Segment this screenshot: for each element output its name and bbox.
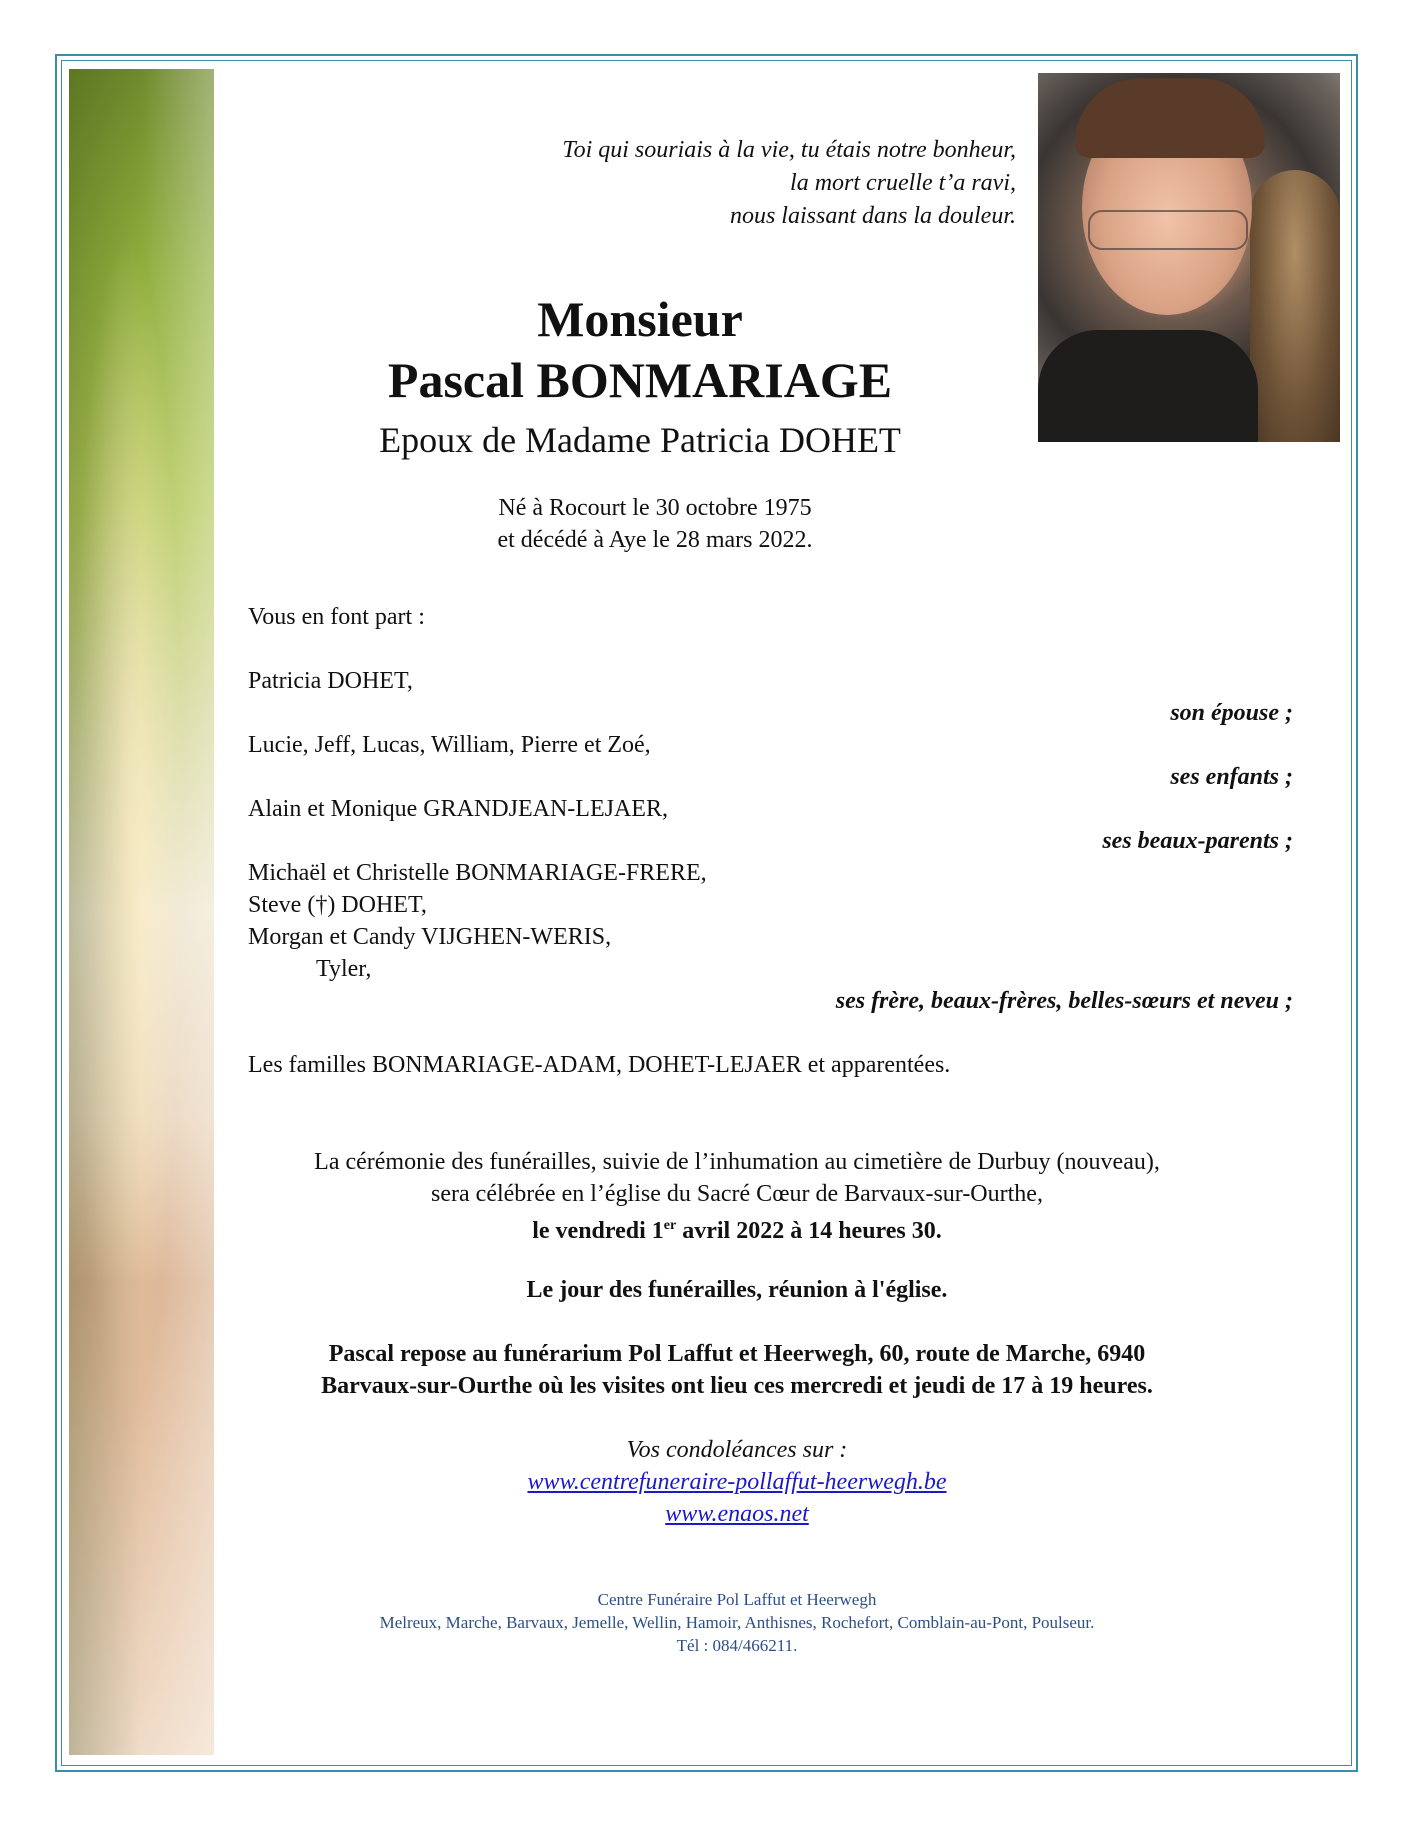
family-extended: Les familles BONMARIAGE-ADAM, DOHET-LEJAER et apparentées.	[248, 1052, 951, 1078]
portrait-hair	[1075, 78, 1265, 158]
ceremony-date-pre: le vendredi 1	[532, 1218, 664, 1244]
visit-line-1: Pascal repose au funérarium Pol Laffut et Heerwegh, 60, route de Marche, 6940	[328, 1341, 1146, 1367]
family-spouse-name: Patricia DOHET,	[248, 668, 413, 694]
spouse-line: Epoux de Madame Patricia DOHET	[379, 420, 901, 460]
family-parents-in-law: Alain et Monique GRANDJEAN-LEJAER,	[248, 796, 668, 822]
ceremony-line-2: sera célébrée en l’église du Sacré Cœur de Barvaux-sur-Ourthe,	[431, 1181, 1043, 1207]
family-parents-in-law-relation: ses beaux-parents ;	[1102, 828, 1293, 854]
death-line: et décédé à Aye le 28 mars 2022.	[497, 527, 813, 553]
family-children-relation: ses enfants ;	[1170, 764, 1293, 790]
family-siblings-relation: ses frère, beaux-frères, belles-sœurs et neveu ;	[835, 988, 1293, 1014]
family-sibling-2: Steve (†) DOHET,	[248, 892, 427, 918]
family-nephew: Tyler,	[316, 956, 372, 982]
poem-line-3: nous laissant dans la douleur.	[729, 203, 1016, 229]
deceased-name: Pascal BONMARIAGE	[387, 352, 893, 408]
family-sibling-3: Morgan et Candy VIJGHEN-WERIS,	[248, 924, 612, 950]
condolences-link-1-wrap	[214, 1466, 1260, 1498]
ceremony-date-sup: er	[663, 1218, 677, 1233]
family-sibling-1: Michaël et Christelle BONMARIAGE-FRERE,	[248, 860, 707, 886]
poem	[562, 134, 1016, 233]
ceremony-date	[214, 1210, 1260, 1247]
footer-line-1: Centre Funéraire Pol Laffut et Heerwegh	[597, 1590, 877, 1609]
ceremony-line-1: La cérémonie des funérailles, suivie de l’inhumation au cimetière de Durbuy (nouveau),	[314, 1149, 1160, 1175]
condolences-label: Vos condoléances sur :	[626, 1437, 848, 1463]
condolences-link-2-wrap	[214, 1498, 1260, 1530]
meeting-line: Le jour des funérailles, réunion à l'église.	[526, 1277, 948, 1303]
portrait-glasses	[1088, 210, 1248, 250]
intro-line: Vous en font part :	[248, 604, 425, 630]
condolences-link-2[interactable]: www.enaos.net	[665, 1501, 809, 1527]
visit-line-2: Barvaux-sur-Ourthe où les visites ont lieu ces mercredi et jeudi de 17 à 19 heures.	[321, 1373, 1153, 1399]
portrait-owl	[1250, 170, 1340, 442]
family-children: Lucie, Jeff, Lucas, William, Pierre et Zoé,	[248, 732, 651, 758]
ceremony-date-post: avril 2022 à 14 heures 30.	[676, 1218, 942, 1244]
footer-line-2: Melreux, Marche, Barvaux, Jemelle, Wellin, Hamoir, Anthisnes, Rochefort, Comblain-au-Pont, Poulseur.	[379, 1613, 1095, 1632]
birth-line: Né à Rocourt le 30 octobre 1975	[498, 495, 812, 521]
condolences-link-1[interactable]: www.centrefuneraire-pollaffut-heerwegh.be	[527, 1469, 947, 1495]
family-spouse-relation: son épouse ;	[1170, 700, 1293, 726]
poem-line-2: la mort cruelle t’a ravi,	[790, 170, 1016, 196]
poem-line-1: Toi qui souriais à la vie, tu étais notre bonheur,	[562, 137, 1016, 163]
title-monsieur: Monsieur	[537, 291, 743, 347]
footer-line-3: Tél : 084/466211.	[676, 1636, 798, 1655]
